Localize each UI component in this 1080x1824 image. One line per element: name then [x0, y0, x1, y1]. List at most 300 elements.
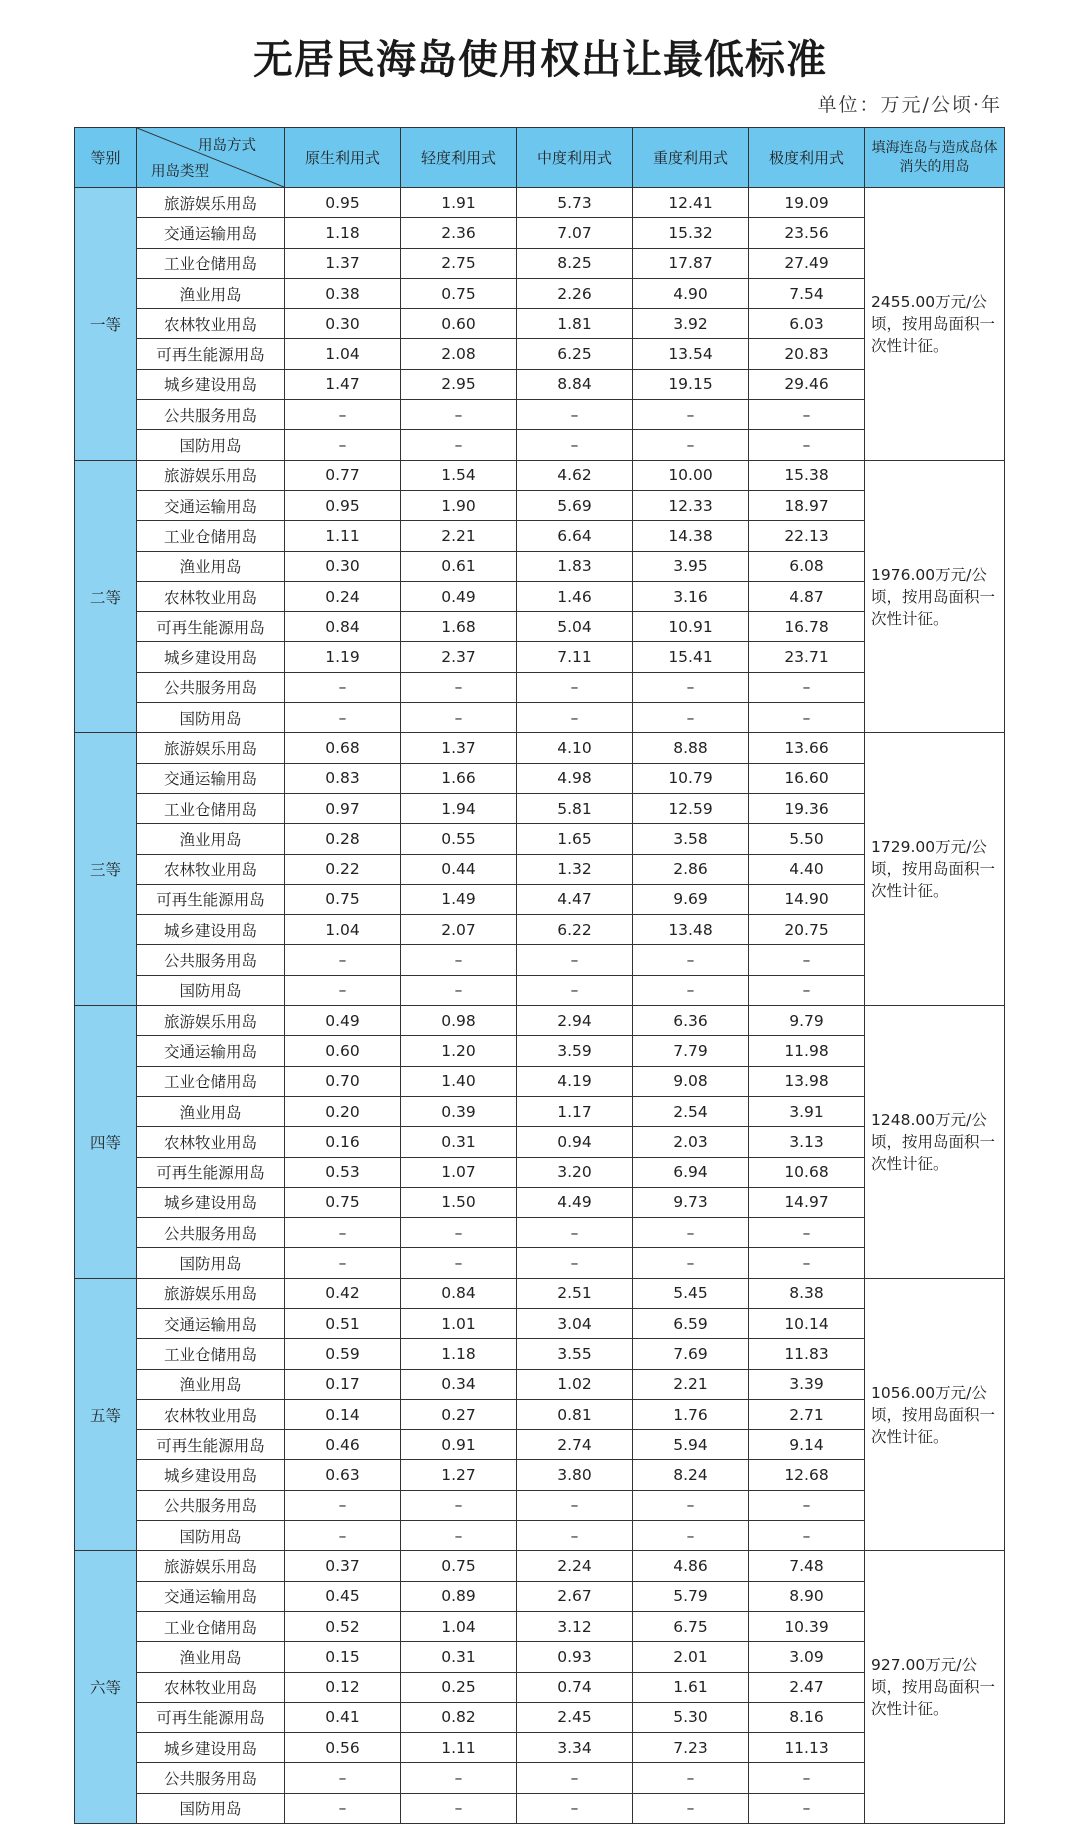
value-cell: 5.73 — [517, 188, 633, 218]
value-cell: 0.20 — [285, 1096, 401, 1126]
value-cell: 3.91 — [749, 1096, 865, 1126]
value-cell: 5.45 — [633, 1278, 749, 1308]
value-cell: – — [401, 1763, 517, 1793]
type-cell: 国防用岛 — [137, 1248, 285, 1278]
value-cell: 20.83 — [749, 339, 865, 369]
value-cell: 2.67 — [517, 1581, 633, 1611]
type-cell: 渔业用岛 — [137, 1096, 285, 1126]
type-cell: 工业仓储用岛 — [137, 1611, 285, 1641]
value-cell: 1.27 — [401, 1460, 517, 1490]
value-cell: 3.20 — [517, 1157, 633, 1187]
value-cell: 0.25 — [401, 1672, 517, 1702]
reclamation-note-cell: 1976.00万元/公顷，按用岛面积一次性计征。 — [865, 460, 1005, 733]
value-cell: – — [749, 400, 865, 430]
value-cell: 1.04 — [285, 339, 401, 369]
value-cell: 0.30 — [285, 551, 401, 581]
type-cell: 旅游娱乐用岛 — [137, 1551, 285, 1581]
value-cell: 2.74 — [517, 1430, 633, 1460]
value-cell: 10.00 — [633, 460, 749, 490]
type-cell: 公共服务用岛 — [137, 672, 285, 702]
value-cell: – — [285, 400, 401, 430]
value-cell: 8.38 — [749, 1278, 865, 1308]
type-cell: 旅游娱乐用岛 — [137, 188, 285, 218]
value-cell: 0.14 — [285, 1399, 401, 1429]
value-cell: 1.90 — [401, 490, 517, 520]
type-cell: 国防用岛 — [137, 1793, 285, 1823]
value-cell: 2.08 — [401, 339, 517, 369]
type-cell: 可再生能源用岛 — [137, 612, 285, 642]
value-cell: 0.16 — [285, 1127, 401, 1157]
value-cell: – — [285, 1793, 401, 1823]
type-cell: 农林牧业用岛 — [137, 581, 285, 611]
value-cell: – — [633, 1248, 749, 1278]
reclamation-note-cell: 2455.00万元/公顷，按用岛面积一次性计征。 — [865, 188, 1005, 461]
value-cell: 0.46 — [285, 1430, 401, 1460]
value-cell: 1.76 — [633, 1399, 749, 1429]
value-cell: 5.81 — [517, 793, 633, 823]
value-cell: 4.90 — [633, 278, 749, 308]
value-cell: 6.64 — [517, 521, 633, 551]
value-cell: 10.91 — [633, 612, 749, 642]
type-cell: 公共服务用岛 — [137, 945, 285, 975]
standards-table — [74, 127, 1005, 1824]
value-cell: 5.94 — [633, 1430, 749, 1460]
value-cell: 8.88 — [633, 733, 749, 763]
value-cell: – — [401, 1490, 517, 1520]
value-cell: 19.36 — [749, 793, 865, 823]
value-cell: 1.11 — [285, 521, 401, 551]
value-cell: – — [517, 945, 633, 975]
type-cell: 渔业用岛 — [137, 824, 285, 854]
value-cell: 10.79 — [633, 763, 749, 793]
value-cell: – — [285, 703, 401, 733]
type-cell: 公共服务用岛 — [137, 1490, 285, 1520]
type-cell: 渔业用岛 — [137, 1369, 285, 1399]
value-cell: 10.39 — [749, 1611, 865, 1641]
value-cell: – — [633, 672, 749, 702]
type-cell: 城乡建设用岛 — [137, 369, 285, 399]
value-cell: 3.55 — [517, 1339, 633, 1369]
type-cell: 公共服务用岛 — [137, 400, 285, 430]
value-cell: 7.23 — [633, 1733, 749, 1763]
value-cell: 2.71 — [749, 1399, 865, 1429]
type-cell: 交通运输用岛 — [137, 1036, 285, 1066]
type-cell: 国防用岛 — [137, 975, 285, 1005]
value-cell: 2.94 — [517, 1006, 633, 1036]
value-cell: 2.07 — [401, 915, 517, 945]
value-cell: – — [285, 975, 401, 1005]
value-cell: 6.75 — [633, 1611, 749, 1641]
value-cell: 1.37 — [401, 733, 517, 763]
value-cell: 13.66 — [749, 733, 865, 763]
grade-cell: 四等 — [75, 1006, 137, 1279]
value-cell: 6.08 — [749, 551, 865, 581]
value-cell: 2.86 — [633, 854, 749, 884]
value-cell: 1.50 — [401, 1187, 517, 1217]
value-cell: 1.19 — [285, 642, 401, 672]
value-cell: – — [517, 1218, 633, 1248]
type-cell: 农林牧业用岛 — [137, 1399, 285, 1429]
value-cell: 1.37 — [285, 248, 401, 278]
value-cell: 15.38 — [749, 460, 865, 490]
value-cell: 4.40 — [749, 854, 865, 884]
value-cell: 0.49 — [401, 581, 517, 611]
type-cell: 可再生能源用岛 — [137, 339, 285, 369]
value-cell: 0.31 — [401, 1642, 517, 1672]
value-cell: 3.92 — [633, 309, 749, 339]
table-body — [75, 188, 1005, 1824]
value-cell: 0.44 — [401, 854, 517, 884]
value-cell: 9.08 — [633, 1066, 749, 1096]
value-cell: 14.90 — [749, 884, 865, 914]
type-cell: 旅游娱乐用岛 — [137, 733, 285, 763]
value-cell: – — [401, 945, 517, 975]
value-cell: – — [401, 1248, 517, 1278]
reclamation-note-cell: 1056.00万元/公顷，按用岛面积一次性计征。 — [865, 1278, 1005, 1551]
type-cell: 工业仓储用岛 — [137, 1066, 285, 1096]
value-cell: 14.38 — [633, 521, 749, 551]
value-cell: – — [285, 1218, 401, 1248]
unit-label: 单位：万元/公顷·年 — [817, 94, 1002, 116]
value-cell: 0.89 — [401, 1581, 517, 1611]
value-cell: 11.98 — [749, 1036, 865, 1066]
value-cell: – — [633, 1793, 749, 1823]
header-row — [75, 128, 1005, 188]
header-mode-3: 中度利用式 — [517, 128, 633, 188]
value-cell: 22.13 — [749, 521, 865, 551]
value-cell: – — [749, 1218, 865, 1248]
value-cell: 2.21 — [401, 521, 517, 551]
value-cell: 6.94 — [633, 1157, 749, 1187]
value-cell: – — [401, 1793, 517, 1823]
value-cell: 9.73 — [633, 1187, 749, 1217]
value-cell: 0.38 — [285, 278, 401, 308]
value-cell: – — [633, 975, 749, 1005]
value-cell: 0.83 — [285, 763, 401, 793]
value-cell: 2.03 — [633, 1127, 749, 1157]
value-cell: 0.51 — [285, 1308, 401, 1338]
value-cell: 0.22 — [285, 854, 401, 884]
type-cell: 工业仓储用岛 — [137, 793, 285, 823]
value-cell: 23.71 — [749, 642, 865, 672]
value-cell: 2.45 — [517, 1702, 633, 1732]
type-cell: 国防用岛 — [137, 703, 285, 733]
value-cell: 0.45 — [285, 1581, 401, 1611]
value-cell: – — [401, 1218, 517, 1248]
value-cell: 8.25 — [517, 248, 633, 278]
value-cell: 7.48 — [749, 1551, 865, 1581]
header-mode-1: 原生利用式 — [285, 128, 401, 188]
value-cell: 29.46 — [749, 369, 865, 399]
value-cell: – — [285, 945, 401, 975]
value-cell: 2.51 — [517, 1278, 633, 1308]
value-cell: 10.14 — [749, 1308, 865, 1338]
value-cell: 0.91 — [401, 1430, 517, 1460]
type-cell: 农林牧业用岛 — [137, 1672, 285, 1702]
value-cell: – — [633, 703, 749, 733]
value-cell: 0.15 — [285, 1642, 401, 1672]
value-cell: 0.93 — [517, 1642, 633, 1672]
value-cell: 2.54 — [633, 1096, 749, 1126]
value-cell: 1.47 — [285, 369, 401, 399]
grade-cell: 一等 — [75, 188, 137, 461]
value-cell: 23.56 — [749, 218, 865, 248]
value-cell: 0.84 — [401, 1278, 517, 1308]
value-cell: – — [517, 703, 633, 733]
header-type-label: 用岛类型 — [151, 164, 209, 180]
value-cell: 0.84 — [285, 612, 401, 642]
value-cell: – — [517, 1521, 633, 1551]
type-cell: 可再生能源用岛 — [137, 1702, 285, 1732]
value-cell: 0.34 — [401, 1369, 517, 1399]
value-cell: 0.75 — [285, 1187, 401, 1217]
value-cell: 1.83 — [517, 551, 633, 581]
page-title: 无居民海岛使用权出让最低标准 — [253, 37, 827, 83]
value-cell: 1.54 — [401, 460, 517, 490]
type-cell: 国防用岛 — [137, 1521, 285, 1551]
value-cell: 1.04 — [401, 1611, 517, 1641]
value-cell: – — [749, 672, 865, 702]
value-cell: 4.10 — [517, 733, 633, 763]
value-cell: 0.68 — [285, 733, 401, 763]
type-cell: 渔业用岛 — [137, 551, 285, 581]
value-cell: 1.91 — [401, 188, 517, 218]
value-cell: – — [517, 975, 633, 1005]
value-cell: – — [749, 1793, 865, 1823]
value-cell: 3.12 — [517, 1611, 633, 1641]
type-cell: 交通运输用岛 — [137, 763, 285, 793]
value-cell: 0.53 — [285, 1157, 401, 1187]
value-cell: – — [749, 430, 865, 460]
value-cell: 4.62 — [517, 460, 633, 490]
table-row — [75, 460, 1005, 490]
value-cell: – — [517, 1490, 633, 1520]
value-cell: 14.97 — [749, 1187, 865, 1217]
value-cell: 4.87 — [749, 581, 865, 611]
type-cell: 旅游娱乐用岛 — [137, 460, 285, 490]
value-cell: – — [633, 1218, 749, 1248]
value-cell: 1.07 — [401, 1157, 517, 1187]
value-cell: 0.24 — [285, 581, 401, 611]
value-cell: 0.42 — [285, 1278, 401, 1308]
value-cell: 19.09 — [749, 188, 865, 218]
value-cell: 7.54 — [749, 278, 865, 308]
value-cell: 0.97 — [285, 793, 401, 823]
value-cell: 12.41 — [633, 188, 749, 218]
value-cell: 1.66 — [401, 763, 517, 793]
value-cell: 0.75 — [401, 1551, 517, 1581]
value-cell: 7.69 — [633, 1339, 749, 1369]
type-cell: 城乡建设用岛 — [137, 915, 285, 945]
value-cell: – — [749, 1248, 865, 1278]
value-cell: 5.04 — [517, 612, 633, 642]
value-cell: – — [633, 1490, 749, 1520]
grade-cell: 二等 — [75, 460, 137, 733]
type-cell: 工业仓储用岛 — [137, 521, 285, 551]
value-cell: 1.32 — [517, 854, 633, 884]
table-row — [75, 1006, 1005, 1036]
value-cell: 0.28 — [285, 824, 401, 854]
type-cell: 城乡建设用岛 — [137, 1460, 285, 1490]
value-cell: – — [401, 703, 517, 733]
value-cell: 1.01 — [401, 1308, 517, 1338]
value-cell: 12.59 — [633, 793, 749, 823]
value-cell: 5.69 — [517, 490, 633, 520]
value-cell: 2.36 — [401, 218, 517, 248]
value-cell: – — [401, 672, 517, 702]
value-cell: 6.03 — [749, 309, 865, 339]
value-cell: – — [285, 1763, 401, 1793]
type-cell: 城乡建设用岛 — [137, 1187, 285, 1217]
type-cell: 城乡建设用岛 — [137, 642, 285, 672]
value-cell: 0.60 — [285, 1036, 401, 1066]
value-cell: – — [401, 1521, 517, 1551]
value-cell: 6.22 — [517, 915, 633, 945]
value-cell: 8.90 — [749, 1581, 865, 1611]
value-cell: 9.69 — [633, 884, 749, 914]
header-diagonal-cell — [137, 128, 285, 188]
value-cell: – — [517, 400, 633, 430]
value-cell: 2.21 — [633, 1369, 749, 1399]
type-cell: 交通运输用岛 — [137, 490, 285, 520]
type-cell: 旅游娱乐用岛 — [137, 1006, 285, 1036]
type-cell: 渔业用岛 — [137, 1642, 285, 1672]
header-mode-4: 重度利用式 — [633, 128, 749, 188]
value-cell: 3.09 — [749, 1642, 865, 1672]
value-cell: 1.02 — [517, 1369, 633, 1399]
value-cell: 0.70 — [285, 1066, 401, 1096]
value-cell: 1.46 — [517, 581, 633, 611]
header-mode-label: 用岛方式 — [198, 138, 256, 154]
value-cell: 6.36 — [633, 1006, 749, 1036]
value-cell: 1.20 — [401, 1036, 517, 1066]
value-cell: 2.75 — [401, 248, 517, 278]
value-cell: – — [749, 975, 865, 1005]
value-cell: 0.77 — [285, 460, 401, 490]
value-cell: 1.61 — [633, 1672, 749, 1702]
value-cell: 0.52 — [285, 1611, 401, 1641]
value-cell: 1.04 — [285, 915, 401, 945]
type-cell: 渔业用岛 — [137, 278, 285, 308]
value-cell: 13.54 — [633, 339, 749, 369]
value-cell: 3.80 — [517, 1460, 633, 1490]
table-row — [75, 1278, 1005, 1308]
value-cell: – — [517, 1763, 633, 1793]
value-cell: 10.68 — [749, 1157, 865, 1187]
type-cell: 农林牧业用岛 — [137, 854, 285, 884]
header-mode-5: 极度利用式 — [749, 128, 865, 188]
value-cell: – — [517, 672, 633, 702]
value-cell: 0.95 — [285, 490, 401, 520]
type-cell: 农林牧业用岛 — [137, 1127, 285, 1157]
value-cell: 16.78 — [749, 612, 865, 642]
value-cell: 20.75 — [749, 915, 865, 945]
value-cell: 1.18 — [285, 218, 401, 248]
value-cell: 3.95 — [633, 551, 749, 581]
value-cell: 1.49 — [401, 884, 517, 914]
value-cell: 1.68 — [401, 612, 517, 642]
value-cell: 11.13 — [749, 1733, 865, 1763]
value-cell: 1.81 — [517, 309, 633, 339]
value-cell: 0.49 — [285, 1006, 401, 1036]
value-cell: 0.94 — [517, 1127, 633, 1157]
value-cell: 5.79 — [633, 1581, 749, 1611]
value-cell: 0.31 — [401, 1127, 517, 1157]
value-cell: 2.37 — [401, 642, 517, 672]
value-cell: 13.48 — [633, 915, 749, 945]
table-row — [75, 1551, 1005, 1581]
value-cell: 4.98 — [517, 763, 633, 793]
value-cell: 0.17 — [285, 1369, 401, 1399]
value-cell: 0.27 — [401, 1399, 517, 1429]
value-cell: – — [749, 703, 865, 733]
value-cell: – — [749, 1763, 865, 1793]
grade-cell: 五等 — [75, 1278, 137, 1551]
value-cell: – — [401, 975, 517, 1005]
value-cell: 5.30 — [633, 1702, 749, 1732]
value-cell: 0.30 — [285, 309, 401, 339]
value-cell: – — [633, 945, 749, 975]
value-cell: 5.50 — [749, 824, 865, 854]
value-cell: 13.98 — [749, 1066, 865, 1096]
value-cell: – — [285, 430, 401, 460]
value-cell: 3.16 — [633, 581, 749, 611]
value-cell: 16.60 — [749, 763, 865, 793]
value-cell: 0.41 — [285, 1702, 401, 1732]
value-cell: 4.47 — [517, 884, 633, 914]
type-cell: 国防用岛 — [137, 430, 285, 460]
type-cell: 城乡建设用岛 — [137, 1733, 285, 1763]
value-cell: 0.63 — [285, 1460, 401, 1490]
value-cell: 3.34 — [517, 1733, 633, 1763]
value-cell: – — [517, 1248, 633, 1278]
type-cell: 工业仓储用岛 — [137, 1339, 285, 1369]
value-cell: 11.83 — [749, 1339, 865, 1369]
reclamation-note-cell: 1248.00万元/公顷，按用岛面积一次性计征。 — [865, 1006, 1005, 1279]
value-cell: 2.24 — [517, 1551, 633, 1581]
value-cell: 27.49 — [749, 248, 865, 278]
value-cell: 4.86 — [633, 1551, 749, 1581]
value-cell: 0.82 — [401, 1702, 517, 1732]
value-cell: – — [633, 430, 749, 460]
grade-cell: 三等 — [75, 733, 137, 1006]
value-cell: – — [633, 1521, 749, 1551]
type-cell: 旅游娱乐用岛 — [137, 1278, 285, 1308]
value-cell: 2.47 — [749, 1672, 865, 1702]
value-cell: 7.79 — [633, 1036, 749, 1066]
value-cell: – — [285, 672, 401, 702]
value-cell: 1.94 — [401, 793, 517, 823]
value-cell: 1.18 — [401, 1339, 517, 1369]
value-cell: 9.14 — [749, 1430, 865, 1460]
value-cell: 3.13 — [749, 1127, 865, 1157]
value-cell: 0.39 — [401, 1096, 517, 1126]
header-mode-2: 轻度利用式 — [401, 128, 517, 188]
grade-cell: 六等 — [75, 1551, 137, 1824]
value-cell: – — [517, 1793, 633, 1823]
value-cell: 17.87 — [633, 248, 749, 278]
value-cell: 2.26 — [517, 278, 633, 308]
value-cell: 9.79 — [749, 1006, 865, 1036]
type-cell: 公共服务用岛 — [137, 1763, 285, 1793]
header-grade: 等别 — [75, 128, 137, 188]
value-cell: 1.11 — [401, 1733, 517, 1763]
value-cell: 0.37 — [285, 1551, 401, 1581]
reclamation-note-cell: 1729.00万元/公顷，按用岛面积一次性计征。 — [865, 733, 1005, 1006]
value-cell: 0.61 — [401, 551, 517, 581]
value-cell: 7.11 — [517, 642, 633, 672]
value-cell: 0.95 — [285, 188, 401, 218]
